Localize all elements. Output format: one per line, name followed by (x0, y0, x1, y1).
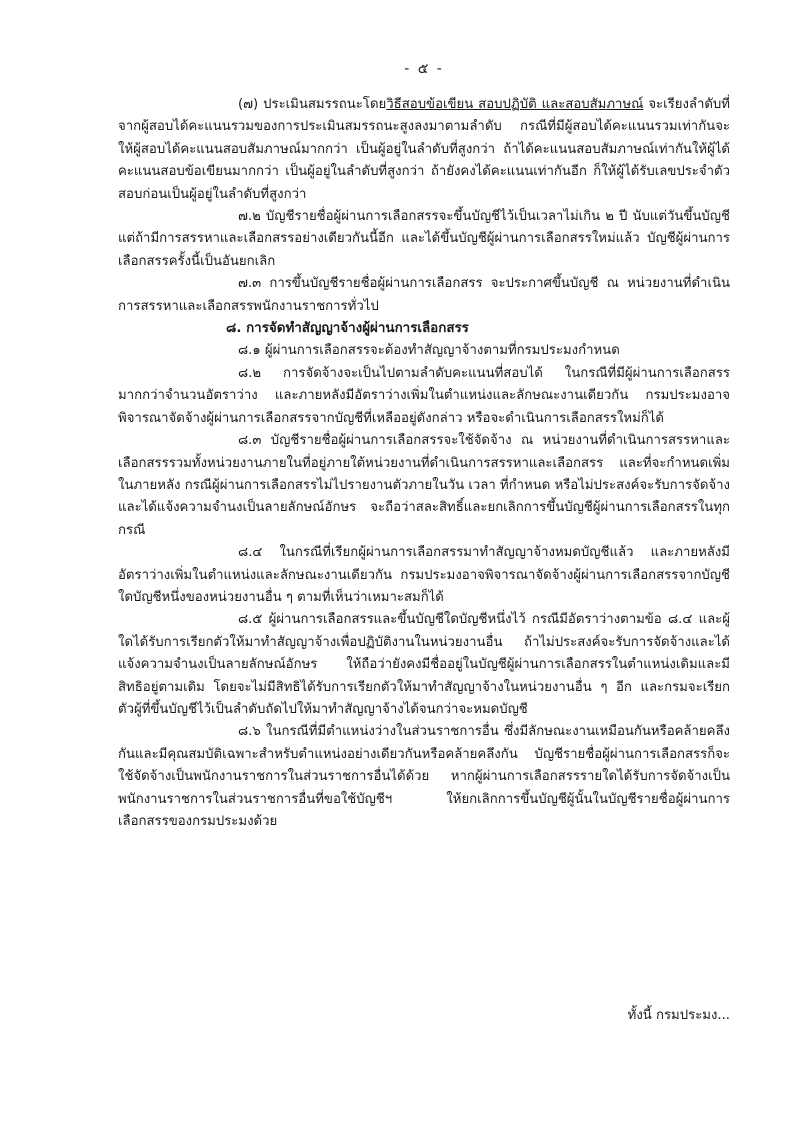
paragraph-7-1-rest: จะเรียงลำดับที่จากผู้สอบได้คะแนนรวมของการประเมินสมรรถนะสูงลงมาตามลำดับ กรณีที่มีผู้สอบได้คะแนนรวมเท่ากันจะให้ผู้สอบได้คะแนนสอบสัมภาษณ์มากกว่า เป็นผู้อยู่ในลำดับที่สูงกว่า ถ้าได้คะแนนสอบสัมภาษณ์เท่ากันให้ผู้ได้คะแนนสอบข้อเขียนมากกว่า เป็นผู้อยู่ในลำดับที่สูงกว่า ถ้ายังคงได้คะแนนเท่ากันอีก ก็ให้ผู้ได้รับเลขประจำตัวสอบก่อนเป็นผู้อยู่ในลำดับที่สูงกว่า (118, 97, 730, 202)
paragraph-7-1 (118, 94, 730, 206)
paragraph-8-2: ๘.๒ การจัดจ้างจะเป็นไปตามลำดับคะแนนที่สอบได้ ในกรณีที่มีผู้ผ่านการเลือกสรรมากกว่าจำนวนอัตราว่าง และภายหลังมีอัตราว่างเพิ่มในตำแหน่งและลักษณะงานเดียวกัน กรมประมงอาจพิจารณาจัดจ้างผู้ผ่านการเลือกสรรจากบัญชีที่เหลืออยู่ดังกล่าว หรือจะดำเนินการเลือกสรรใหม่ก็ได้ (118, 365, 730, 426)
paragraph-8-4: ๘.๔ ในกรณีที่เรียกผู้ผ่านการเลือกสรรมาทำสัญญาจ้างหมดบัญชีแล้ว และภายหลังมีอัตราว่างเพิ่มในตำแหน่งและลักษณะงานเดียวกัน กรมประมงอาจพิจารณาจัดจ้างผู้ผ่านการเลือกสรรจากบัญชีใดบัญชีหนึ่งของหน่วยงานอื่น ๆ ตามที่เห็นว่าเหมาะสมก็ได้ (118, 545, 730, 605)
page-number: - ๕ - (404, 61, 444, 77)
paragraph-8-1: ๘.๑ ผู้ผ่านการเลือกสรรจะต้องทำสัญญาจ้างตามที่กรมประมงกำหนด (238, 343, 620, 359)
paragraph-7-2: ๗.๒ บัญชีรายชื่อผู้ผ่านการเลือกสรรจะขึ้นบัญชีไว้เป็นเวลาไม่เกิน ๒ ปี นับแต่วันขึ้นบัญชี แต่ถ้ามีการสรรหาและเลือกสรรอย่างเดียวกันนี้อีก และได้ขึ้นบัญชีผู้ผ่านการเลือกสรรใหม่แล้ว บัญชีผู้ผ่านการเลือกสรรครั้งนี้เป็นอันยกเลิก (118, 209, 730, 269)
paragraph-8-6: ๘.๖ ในกรณีที่มีตำแหน่งว่างในส่วนราชการอื่น ซึ่งมีลักษณะงานเหมือนกันหรือคล้ายคลึงกันและมีคุณสมบัติเฉพาะสำหรับตำแหน่งอย่างเดียวกันหรือคล้ายคลึงกัน บัญชีรายชื่อผู้ผ่านการเลือกสรรก็จะใช้จัดจ้างเป็นพนักงานราชการในส่วนราชการอื่นได้ด้วย หากผู้ผ่านการเลือกสรรรายใดได้รับการจัดจ้างเป็นพนักงานราชการในส่วนราชการอื่นที่ขอใช้บัญชีฯ ให้ยกเลิกการขึ้นบัญชีผู้นั้นในบัญชีรายชื่อผู้ผ่านการเลือกสรรของกรมประมงด้วย (118, 724, 730, 829)
paragraph-8-3: ๘.๓ บัญชีรายชื่อผู้ผ่านการเลือกสรรจะใช้จัดจ้าง ณ หน่วยงานที่ดำเนินการสรรหาและเลือกสรรรวมทั้งหน่วยงานภายในที่อยู่ภายใต้หน่วยงานที่ดำเนินการสรรหาและเลือกสรร และที่จะกำหนดเพิ่มในภายหลัง กรณีผู้ผ่านการเลือกสรรไม่ไปรายงานตัวภายในวัน เวลา ที่กำหนด หรือไม่ประสงค์จะรับการจัดจ้างและได้แจ้งความจำนงเป็นลายลักษณ์อักษร จะถือว่าสละสิทธิ์และยกเลิกการขึ้นบัญชีผู้ผ่านการเลือกสรรในทุกกรณี (118, 433, 730, 538)
paragraph-8-5: ๘.๕ ผู้ผ่านการเลือกสรรและขึ้นบัญชีใดบัญชีหนึ่งไว้ กรณีมีอัตราว่างตามข้อ ๘.๔ และผู้ใดได้รับการเรียกตัวให้มาทำสัญญาจ้างเพื่อปฏิบัติงานในหน่วยงานอื่น ถ้าไม่ประสงค์จะรับการจัดจ้างและได้แจ้งความจำนงเป็นลายลักษณ์อักษร ให้ถือว่ายังคงมีชื่ออยู่ในบัญชีผู้ผ่านการเลือกสรรในตำแหน่งเดิมและมีสิทธิอยู่ตามเดิม โดยจะไม่มีสิทธิได้รับการเรียกตัวให้มาทำสัญญาจ้างในหน่วยงานอื่น ๆ อีก และกรมจะเรียกตัวผู้ที่ขึ้นบัญชีไว้เป็นลำดับถัดไปให้มาทำสัญญาจ้างได้จนกว่าจะหมดบัญชี (118, 612, 730, 717)
paragraph-7-1-prefix: (๗) ประเมินสมรรถนะโดย (238, 97, 387, 112)
section-heading-8: ๘. การจัดทำสัญญาจ้างผู้ผ่านการเลือกสรร (226, 321, 469, 337)
paragraph-7-1-underlined: วิธีสอบข้อเขียน สอบปฏิบัติ และสอบสัมภาษณ์ (386, 97, 644, 112)
continuation-text: ทั้งนี้ กรมประมง... (627, 1008, 730, 1023)
paragraph-7-3: ๗.๓ การขึ้นบัญชีรายชื่อผู้ผ่านการเลือกสรร จะประกาศขึ้นบัญชี ณ หน่วยงานที่ดำเนินการสรรหาและเลือกสรรพนักงานราชการทั่วไป (118, 276, 730, 314)
